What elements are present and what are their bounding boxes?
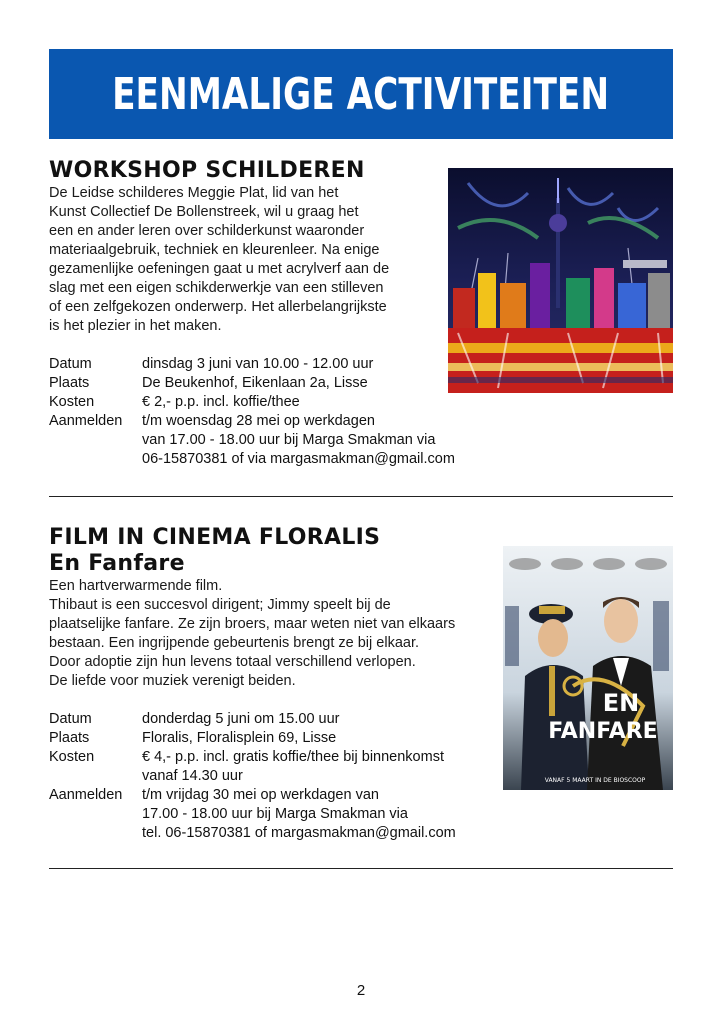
text-line: Kunst Collectief De Bollenstreek, wil u graag het [49, 204, 359, 220]
detail-value: € 2,- p.p. incl. koffie/thee [142, 394, 300, 410]
text-line: bestaan. Een ingrijpende gebeurtenis brengt ze bij elkaar. [49, 635, 420, 651]
detail-value: dinsdag 3 juni van 10.00 - 12.00 uur [142, 356, 374, 372]
painting-graphic [448, 168, 673, 393]
film-title: FILM IN CINEMA FLORALIS [49, 525, 381, 550]
text-line: materiaalgebruik, techniek en kleurenleer. Na enige [49, 242, 380, 258]
detail-label: Datum [49, 356, 92, 372]
detail-label [49, 805, 142, 824]
text-line: plaatselijke fanfare. Ze zijn broers, maar weten niet van elkaars [49, 616, 456, 632]
detail-value: Floralis, Floralisplein 69, Lisse [142, 730, 337, 746]
detail-label [49, 824, 142, 843]
poster-title-2: FANFARE [548, 719, 658, 744]
detail-row [49, 824, 673, 843]
text-line: een en ander leren over schilderkunst waaronder [49, 223, 365, 239]
poster-tagline: VANAF 5 MAART IN DE BIOSCOOP [544, 777, 646, 784]
poster-title-1: EN [602, 689, 640, 717]
detail-label: Datum [49, 711, 92, 727]
detail-label: Kosten [49, 749, 95, 765]
text-line: Thibaut is een succesvol dirigent; Jimmy speelt bij de [49, 597, 391, 613]
detail-label: Aanmelden [49, 787, 123, 803]
detail-label: Plaats [49, 375, 90, 391]
detail-row [49, 412, 673, 431]
detail-value: t/m vrijdag 30 mei op werkdagen van [142, 787, 379, 803]
page-number: 2 [356, 982, 366, 999]
detail-value: tel. 06-15870381 of margasmakman@gmail.com [142, 825, 456, 841]
text-line: Een hartverwarmende film. [49, 578, 223, 594]
detail-value: 06-15870381 of via margasmakman@gmail.com [142, 451, 455, 467]
detail-label [49, 767, 142, 786]
detail-label [49, 431, 142, 450]
text-line: Door adoptie zijn hun levens totaal verschillend verlopen. [49, 654, 416, 670]
text-line: is het plezier in het maken. [49, 318, 222, 334]
banner-title: EENMALIGE ACTIVITEITEN [112, 68, 610, 120]
detail-value: t/m woensdag 28 mei op werkdagen [142, 413, 375, 429]
section-banner [49, 49, 673, 139]
detail-value: donderdag 5 juni om 15.00 uur [142, 711, 340, 727]
detail-value: € 4,- p.p. incl. gratis koffie/thee bij binnenkomst [142, 749, 444, 765]
text-line: of een zelfgekozen onderwerp. Het allerbelangrijkste [49, 299, 387, 315]
text-line: De liefde voor muziek verenigt beiden. [49, 673, 296, 689]
detail-label: Aanmelden [49, 413, 123, 429]
detail-row [49, 431, 673, 450]
text-line: De Leidse schilderes Meggie Plat, lid van het [49, 185, 339, 201]
city-skyline-painting [448, 168, 673, 393]
detail-row [49, 805, 673, 824]
workshop-title: WORKSHOP SCHILDEREN [49, 158, 365, 183]
detail-value: 17.00 - 18.00 uur bij Marga Smakman via [142, 806, 408, 822]
detail-label: Kosten [49, 394, 95, 410]
detail-value: De Beukenhof, Eikenlaan 2a, Lisse [142, 375, 368, 391]
section-divider [49, 496, 673, 497]
detail-label [49, 450, 142, 469]
detail-label: Plaats [49, 730, 90, 746]
detail-value: vanaf 14.30 uur [142, 768, 243, 784]
text-line: gezamenlijke oefeningen gaat u met acrylverf aan de [49, 261, 390, 277]
detail-value: van 17.00 - 18.00 uur bij Marga Smakman via [142, 432, 436, 448]
section-divider [49, 868, 673, 869]
poster-graphic [503, 546, 673, 790]
text-line: slag met een eigen schikderwerkje van een stilleven [49, 280, 384, 296]
film-subtitle: En Fanfare [49, 551, 185, 576]
detail-row [49, 450, 673, 469]
film-poster [503, 546, 673, 790]
detail-row [49, 393, 673, 412]
